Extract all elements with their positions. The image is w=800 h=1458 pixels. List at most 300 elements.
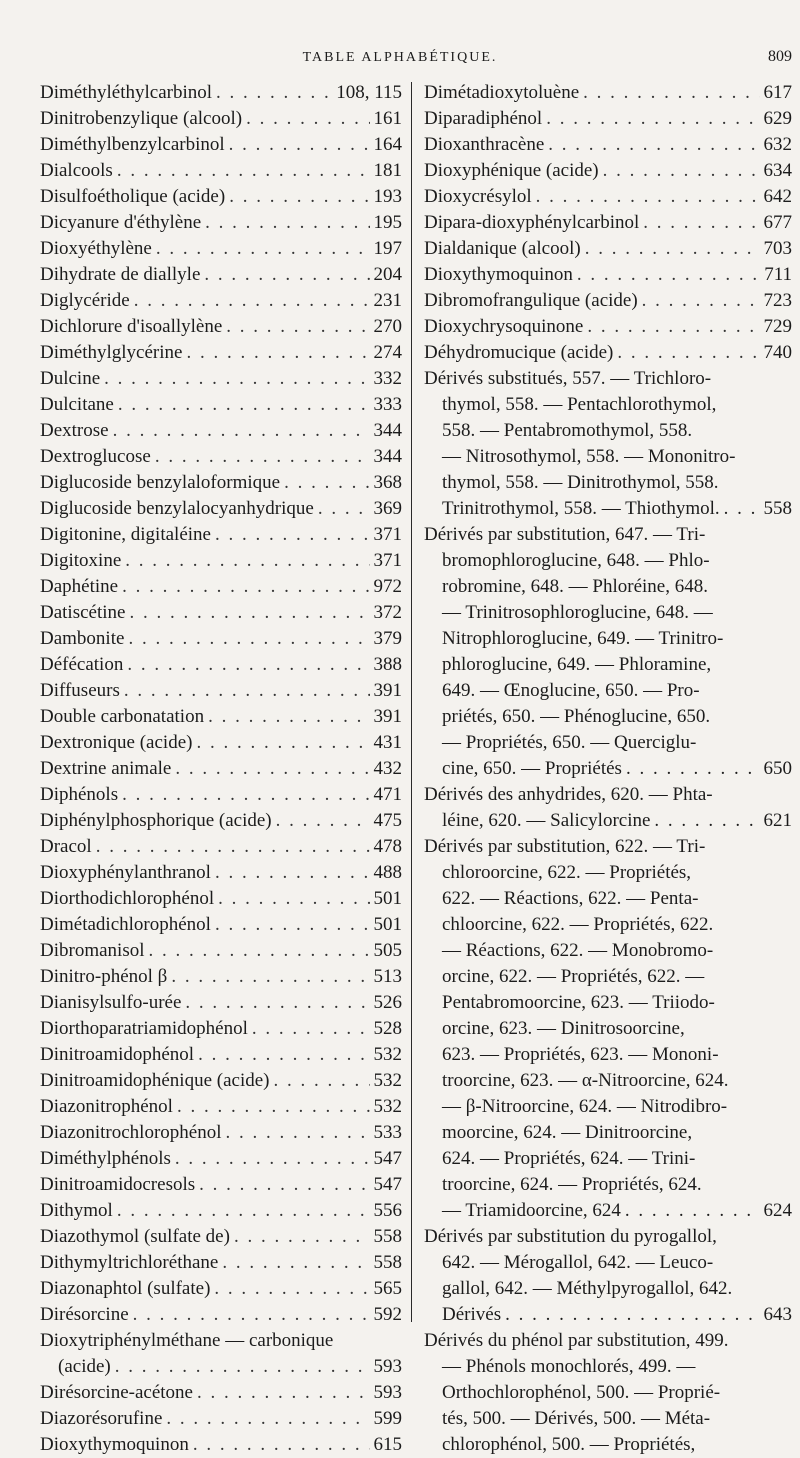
entry-name: Dithymyltrichloréthane <box>40 1252 219 1273</box>
entry-page: 547 <box>373 1174 402 1195</box>
entry-name: Diméthylglycérine <box>40 342 183 363</box>
right-column <box>424 80 792 1458</box>
entry-page: 231 <box>373 290 402 311</box>
dot-leader <box>155 444 370 470</box>
entry-name: Diazonitrophénol <box>40 1096 173 1117</box>
dot-leader <box>96 834 370 860</box>
entry-name: Dioxyphénique (acide) <box>424 160 599 181</box>
paragraph-line: 558. — Pentabromothymol, 558. <box>442 420 693 441</box>
index-entry <box>40 1120 402 1146</box>
dot-leader <box>229 184 369 210</box>
dot-leader <box>284 470 369 496</box>
dot-leader <box>198 1042 369 1068</box>
index-entry <box>40 678 402 704</box>
left-column <box>40 80 402 1458</box>
index-entry <box>40 184 402 210</box>
paragraph-line: 649. — Œnoglucine, 650. — Pro- <box>442 680 700 701</box>
dot-leader <box>128 626 369 652</box>
paragraph-last-line <box>424 1198 792 1224</box>
index-paragraph <box>424 782 792 834</box>
entry-page: 431 <box>373 732 402 753</box>
paragraph-last-line <box>424 756 792 782</box>
index-entry <box>40 1276 402 1302</box>
entry-page: 388 <box>373 654 402 675</box>
dot-leader <box>104 366 369 392</box>
entry-name: Datiscétine <box>40 602 126 623</box>
dot-leader <box>124 678 370 704</box>
index-entry <box>40 1016 402 1042</box>
entry-page: 391 <box>373 680 402 701</box>
entry-page: 592 <box>373 1304 402 1325</box>
entry-page: 478 <box>373 836 402 857</box>
entry-name: Diazonitrochlorophénol <box>40 1122 222 1143</box>
paragraph-line: gallol, 642. — Méthylpyrogallol, 642. <box>442 1278 733 1299</box>
entry-name: Diméthylphénols <box>40 1148 171 1169</box>
entry-name: Dulcitane <box>40 394 114 415</box>
index-entry <box>424 106 792 132</box>
index-entry <box>40 1146 402 1172</box>
entry-name: Dimétadichlorophénol <box>40 914 211 935</box>
index-entry <box>40 1406 402 1432</box>
entry-page: 332 <box>373 368 402 389</box>
dot-leader <box>177 1094 370 1120</box>
dot-leader <box>654 808 759 834</box>
index-entry <box>40 1094 402 1120</box>
dot-leader <box>226 1120 370 1146</box>
index-paragraph <box>424 366 792 522</box>
entry-name: Déhydromucique (acide) <box>424 342 614 363</box>
dot-leader <box>185 990 369 1016</box>
index-entry <box>40 418 402 444</box>
paragraph-line: Dérivés substitués, 557. — Trichloro- <box>424 368 712 389</box>
entry-page: 501 <box>373 888 402 909</box>
paragraph-line: robromine, 648. — Phloréine, 648. <box>442 576 708 597</box>
entry-name: Diglycéride <box>40 290 130 311</box>
index-entry <box>40 496 402 522</box>
entry-page: 274 <box>373 342 402 363</box>
entry-name: Disulfoétholique (acide) <box>40 186 226 207</box>
index-entry <box>40 158 402 184</box>
index-entry <box>40 860 402 886</box>
entry-page: 593 <box>373 1356 402 1377</box>
dot-leader <box>626 756 760 782</box>
paragraph-line: — Phénols monochlorés, 499. — <box>442 1356 696 1377</box>
paragraph-last-line <box>424 808 792 834</box>
entry-name: Diffuseurs <box>40 680 120 701</box>
paragraph-line: — Réactions, 622. — Monobromo- <box>442 940 714 961</box>
index-entry <box>424 314 792 340</box>
entry-name: Dinitroamidophénol <box>40 1044 195 1065</box>
entry-page: 599 <box>373 1408 402 1429</box>
entry-name: Dibromanisol <box>40 940 145 961</box>
paragraph-line: moorcine, 624. — Dinitroorcine, <box>442 1122 693 1143</box>
index-paragraph <box>424 1224 792 1328</box>
index-entry <box>40 548 402 574</box>
entry-name: Dinitroamidophénique (acide) <box>40 1070 270 1091</box>
entry-name: Dioxythymoquinon <box>424 264 573 285</box>
paragraph-last-line <box>424 496 792 522</box>
entry-page: 703 <box>763 238 792 259</box>
entry-name: Dextronique (acide) <box>40 732 193 753</box>
dot-leader <box>134 288 370 314</box>
index-entry <box>40 1380 402 1406</box>
paragraph-line: troorcine, 623. — α-Nitroorcine, 624. <box>442 1070 729 1091</box>
index-entry <box>424 288 792 314</box>
page-header <box>0 48 800 68</box>
dot-leader <box>118 392 370 418</box>
entry-page: 650 <box>763 758 792 779</box>
index-entry <box>40 106 402 132</box>
paragraph-line: priétés, 650. — Phénoglucine, 650. <box>442 706 711 727</box>
entry-page: 632 <box>763 134 792 155</box>
entry-page: 505 <box>373 940 402 961</box>
dot-leader <box>215 522 370 548</box>
index-entry <box>40 1198 402 1224</box>
dot-leader <box>548 132 759 158</box>
entry-page: 711 <box>764 264 792 285</box>
paragraph-line: chloroorcine, 622. — Propriétés, <box>442 862 692 883</box>
entry-name: cine, 650. — Propriétés <box>442 758 622 779</box>
entry-name: Dioxyphénylanthranol <box>40 862 211 883</box>
entry-page: 677 <box>763 212 792 233</box>
entry-name: (acide) <box>58 1356 111 1377</box>
index-entry <box>40 730 402 756</box>
entry-name: Dioxycrésylol <box>424 186 532 207</box>
index-entry <box>424 210 792 236</box>
entry-name: Diazonaphtol (sulfate) <box>40 1278 211 1299</box>
entry-page: 371 <box>373 550 402 571</box>
entry-name: Dithymol <box>40 1200 113 1221</box>
dot-leader <box>585 236 760 262</box>
entry-page: 617 <box>763 82 792 103</box>
entry-name: Digitoxine <box>40 550 122 571</box>
dot-leader <box>197 1380 370 1406</box>
dot-leader <box>318 496 370 522</box>
index-entry <box>424 158 792 184</box>
entry-page: 532 <box>373 1096 402 1117</box>
dot-leader <box>117 1198 370 1224</box>
dot-leader <box>536 184 760 210</box>
entry-name: Dialdanique (alcool) <box>424 238 581 259</box>
entry-name: Daphétine <box>40 576 119 597</box>
entry-name: Diglucoside benzylalocyanhydrique <box>40 498 314 519</box>
entry-page: 621 <box>763 810 792 831</box>
dot-leader <box>505 1302 759 1328</box>
entry-page: 556 <box>373 1200 402 1221</box>
entry-page: 642 <box>763 186 792 207</box>
entry-name: — Triamidoorcine, 624 <box>442 1200 621 1221</box>
entry-name: Dambonite <box>40 628 125 649</box>
index-entry <box>40 340 402 366</box>
entry-page: 471 <box>373 784 402 805</box>
index-entry <box>40 600 402 626</box>
entry-page: 629 <box>763 108 792 129</box>
entry-name: Diparadiphénol <box>424 108 543 129</box>
entry-page: 368 <box>373 472 402 493</box>
index-entry <box>40 1042 402 1068</box>
paragraph-line: orcine, 622. — Propriétés, 622. — <box>442 966 705 987</box>
dot-leader <box>625 1198 760 1224</box>
entry-page: 369 <box>373 498 402 519</box>
entry-page: 558 <box>763 498 792 519</box>
paragraph-line: 642. — Mérogallol, 642. — Leuco- <box>442 1252 714 1273</box>
entry-page: 204 <box>373 264 402 285</box>
paragraph-line: tés, 500. — Dérivés, 500. — Méta- <box>442 1408 711 1429</box>
index-entry <box>40 886 402 912</box>
index-entry <box>40 964 402 990</box>
dot-leader <box>724 496 760 522</box>
index-entry <box>40 444 402 470</box>
entry-name: Dulcine <box>40 368 101 389</box>
dot-leader <box>196 730 369 756</box>
entry-name: Diméthylbenzylcarbinol <box>40 134 225 155</box>
entry-page: 391 <box>373 706 402 727</box>
index-entry <box>40 704 402 730</box>
entry-page: 558 <box>373 1226 402 1247</box>
index-entry <box>40 1250 402 1276</box>
dot-leader <box>113 418 370 444</box>
paragraph-line: chlorophénol, 500. — Propriétés, <box>442 1434 696 1455</box>
entry-name: Dérivés <box>442 1304 502 1325</box>
entry-page: 634 <box>763 160 792 181</box>
index-entry <box>40 262 402 288</box>
dot-leader <box>175 756 369 782</box>
dot-leader <box>199 1172 369 1198</box>
paragraph-line: Dérivés du phénol par substitution, 499. <box>424 1330 729 1351</box>
index-entry <box>424 340 792 366</box>
entry-page: 432 <box>373 758 402 779</box>
entry-page: 972 <box>373 576 402 597</box>
dot-leader <box>133 1302 370 1328</box>
dot-leader <box>117 158 370 184</box>
dot-leader <box>122 574 369 600</box>
dot-leader <box>215 912 370 938</box>
index-entry <box>40 1432 402 1458</box>
entry-page: 565 <box>373 1278 402 1299</box>
dot-leader <box>246 106 369 132</box>
entry-name: Double carbonatation <box>40 706 205 727</box>
index-entry <box>40 1224 402 1250</box>
dot-leader <box>617 340 759 366</box>
index-entry <box>424 236 792 262</box>
paragraph-line: troorcine, 624. — Propriétés, 624. <box>442 1174 702 1195</box>
dot-leader <box>234 1224 370 1250</box>
dot-leader <box>252 1016 370 1042</box>
index-entry <box>40 1302 402 1328</box>
dot-leader <box>226 314 369 340</box>
index-entry <box>40 574 402 600</box>
dot-leader <box>603 158 760 184</box>
dot-leader <box>208 704 369 730</box>
index-entry <box>40 1172 402 1198</box>
entry-name: Dibromofrangulique (acide) <box>424 290 638 311</box>
index-entry <box>40 626 402 652</box>
entry-name: Dianisylsulfo-urée <box>40 992 182 1013</box>
dot-leader <box>276 808 370 834</box>
paragraph-line: — Trinitrosophloroglucine, 648. — <box>442 602 713 623</box>
index-entry <box>40 756 402 782</box>
dot-leader <box>171 964 369 990</box>
entry-name: Dinitrobenzylique (alcool) <box>40 108 243 129</box>
entry-name: Dichlorure d'isoallylène <box>40 316 223 337</box>
dot-leader <box>186 340 369 366</box>
dot-leader <box>214 1276 369 1302</box>
dot-leader <box>193 1432 370 1458</box>
entry-page: 558 <box>373 1252 402 1273</box>
entry-page: 615 <box>373 1434 402 1455</box>
index-entry <box>40 80 402 106</box>
entry-page: 624 <box>763 1200 792 1221</box>
entry-name: Dirésorcine-acétone <box>40 1382 193 1403</box>
index-entry <box>40 210 402 236</box>
entry-page: 379 <box>373 628 402 649</box>
entry-name: Diméthyléthylcarbinol <box>40 82 213 103</box>
entry-page: 488 <box>373 862 402 883</box>
paragraph-line: 624. — Propriétés, 624. — Trini- <box>442 1148 696 1169</box>
paragraph-line: — Nitrosothymol, 558. — Mononitro- <box>442 446 736 467</box>
running-title: TABLE ALPHABÉTIQUE. <box>302 50 498 65</box>
entry-name: Dextrine animale <box>40 758 172 779</box>
dot-leader <box>222 1250 369 1276</box>
entry-name: Diorthoparatriamidophénol <box>40 1018 248 1039</box>
entry-name: Dextrose <box>40 420 109 441</box>
index-entry-line: Dioxytriphénylméthane — carbonique <box>40 1330 334 1351</box>
entry-page: 501 <box>373 914 402 935</box>
entry-page: 161 <box>373 108 402 129</box>
entry-name: Dracol <box>40 836 92 857</box>
index-entry <box>424 132 792 158</box>
paragraph-line: Dérivés par substitution, 622. — Tri- <box>424 836 706 857</box>
entry-page: 643 <box>763 1304 792 1325</box>
paragraph-line: Nitrophloroglucine, 649. — Trinitro- <box>442 628 724 649</box>
entry-page: 371 <box>373 524 402 545</box>
entry-name: Diphénols <box>40 784 119 805</box>
index-entry <box>40 132 402 158</box>
entry-page: 372 <box>373 602 402 623</box>
entry-page: 333 <box>373 394 402 415</box>
dot-leader <box>156 236 370 262</box>
dot-leader <box>229 132 370 158</box>
entry-page: 533 <box>373 1122 402 1143</box>
dot-leader <box>642 288 760 314</box>
paragraph-line: — β-Nitroorcine, 624. — Nitrodibro- <box>442 1096 728 1117</box>
entry-name: Dioxanthracène <box>424 134 545 155</box>
entry-name: Dinitroamidocresols <box>40 1174 196 1195</box>
entry-page: 344 <box>373 420 402 441</box>
index-entry <box>40 652 402 678</box>
dot-leader <box>218 886 369 912</box>
entry-name: Dioxychrysoquinone <box>424 316 584 337</box>
entry-page: 723 <box>763 290 792 311</box>
entry-name: Diglucoside benzylaloformique <box>40 472 281 493</box>
dot-leader <box>125 548 369 574</box>
entry-name: Dinitro-phénol β <box>40 966 168 987</box>
entry-name: Dicyanure d'éthylène <box>40 212 202 233</box>
index-entry <box>40 938 402 964</box>
dot-leader <box>149 938 370 964</box>
dot-leader <box>115 1354 370 1380</box>
entry-page: 526 <box>373 992 402 1013</box>
paragraph-last-line <box>424 1302 792 1328</box>
dot-leader <box>166 1406 369 1432</box>
entry-page: 197 <box>373 238 402 259</box>
entry-name: Diazothymol (sulfate de) <box>40 1226 230 1247</box>
entry-page: 532 <box>373 1070 402 1091</box>
entry-name: Dioxythymoquinon <box>40 1434 189 1455</box>
index-entry <box>40 522 402 548</box>
index-entry <box>40 1068 402 1094</box>
entry-name: Diorthodichlorophénol <box>40 888 215 909</box>
dot-leader <box>215 860 370 886</box>
index-entry <box>40 366 402 392</box>
dot-leader <box>122 782 369 808</box>
index-entry <box>40 470 402 496</box>
index-entry <box>40 834 402 860</box>
index-entry <box>424 184 792 210</box>
index-paragraph <box>424 834 792 1224</box>
paragraph-line: 622. — Réactions, 622. — Penta- <box>442 888 699 909</box>
index-entry <box>40 288 402 314</box>
entry-page: 195 <box>373 212 402 233</box>
dot-leader <box>127 652 369 678</box>
entry-name: Dirésorcine <box>40 1304 129 1325</box>
paragraph-line: thymol, 558. — Dinitrothymol, 558. <box>442 472 719 493</box>
entry-name: Trinitrothymol, 558. — Thiothymol. <box>442 498 720 519</box>
entry-page: 193 <box>373 186 402 207</box>
entry-page: 547 <box>373 1148 402 1169</box>
entry-page: 164 <box>373 134 402 155</box>
entry-page: 593 <box>373 1382 402 1403</box>
paragraph-line: Dérivés par substitution, 647. — Tri- <box>424 524 706 545</box>
index-entry <box>40 990 402 1016</box>
index-entry <box>424 80 792 106</box>
index-paragraph <box>424 1328 792 1458</box>
entry-name: Dihydrate de diallyle <box>40 264 201 285</box>
index-entry <box>40 236 402 262</box>
paragraph-line: 623. — Propriétés, 623. — Mononi- <box>442 1044 719 1065</box>
entry-page: 344 <box>373 446 402 467</box>
dot-leader <box>577 262 760 288</box>
entry-page: 270 <box>373 316 402 337</box>
entry-name: Diazorésorufine <box>40 1408 163 1429</box>
dot-leader <box>204 262 369 288</box>
paragraph-line: Orthochlorophénol, 500. — Proprié- <box>442 1382 721 1403</box>
index-entry <box>40 392 402 418</box>
entry-name: Défécation <box>40 654 124 675</box>
index-entry <box>40 314 402 340</box>
paragraph-line: Dérivés par substitution du pyrogallol, <box>424 1226 717 1247</box>
entry-page: 729 <box>763 316 792 337</box>
paragraph-line: bromophloroglucine, 648. — Phlo- <box>442 550 710 571</box>
entry-name: Digitonine, digitaléine <box>40 524 211 545</box>
entry-name: Dipara-dioxyphénylcarbinol <box>424 212 640 233</box>
index-paragraph <box>424 522 792 782</box>
entry-page: 532 <box>373 1044 402 1065</box>
index-entry <box>40 1354 402 1380</box>
dot-leader <box>129 600 369 626</box>
entry-page: 513 <box>373 966 402 987</box>
entry-page: 181 <box>373 160 402 181</box>
page-number: 809 <box>768 48 792 65</box>
entry-name: Diphénylphosphorique (acide) <box>40 810 272 831</box>
dot-leader <box>587 314 759 340</box>
dot-leader <box>274 1068 370 1094</box>
entry-page: 740 <box>763 342 792 363</box>
index-entry <box>40 808 402 834</box>
index-entry <box>40 782 402 808</box>
entry-page: 475 <box>373 810 402 831</box>
paragraph-line: phloroglucine, 649. — Phloramine, <box>442 654 712 675</box>
